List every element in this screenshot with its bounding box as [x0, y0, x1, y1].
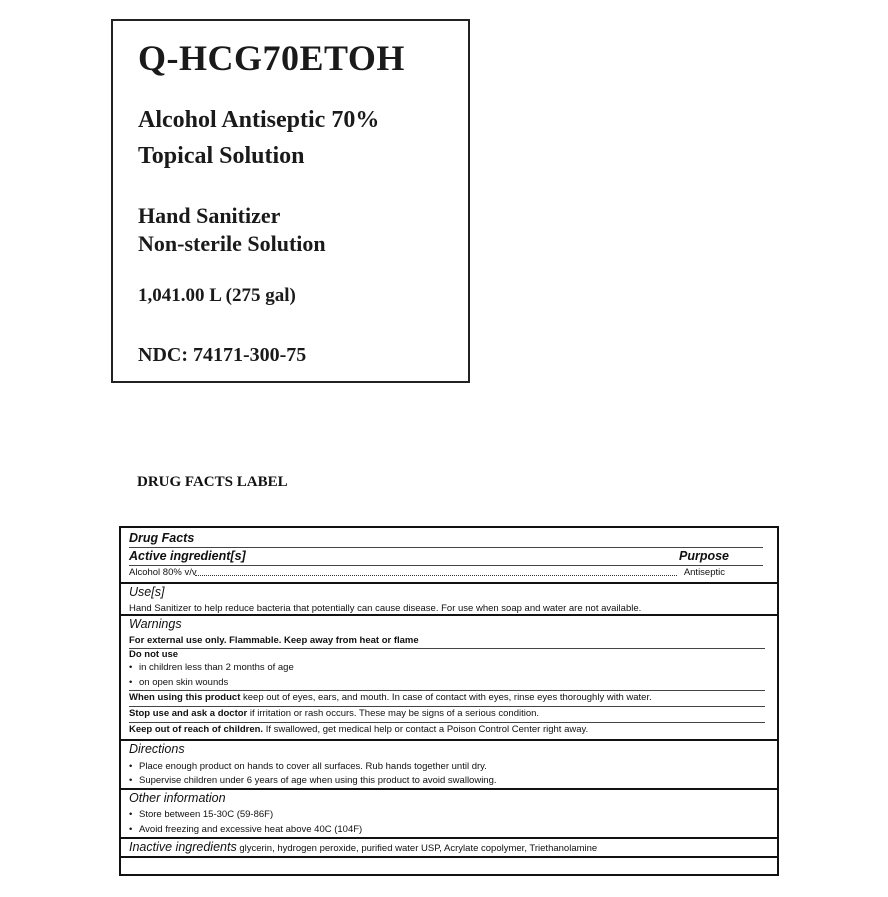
uses-heading: Use[s]: [129, 585, 165, 599]
active-purpose: Antiseptic: [683, 567, 725, 578]
product-name-line2: Topical Solution: [138, 143, 305, 169]
divider: [129, 690, 765, 691]
divider: [129, 706, 765, 707]
divider: [129, 565, 763, 566]
section-rule: [121, 837, 777, 839]
do-not-use: Do not use: [129, 649, 179, 660]
dnu-item: • on open skin wounds: [129, 677, 229, 688]
section-rule: [121, 739, 777, 741]
directions-heading: Directions: [129, 742, 185, 756]
drug-facts-panel: [119, 526, 779, 876]
purpose-heading: Purpose: [678, 549, 729, 563]
divider: [129, 722, 765, 723]
inactive-line: [129, 840, 597, 854]
product-volume: 1,041.00 L (275 gal): [138, 285, 296, 306]
warn-external: For external use only. Flammable. Keep away from heat or flame: [129, 635, 419, 646]
product-name-line1: Alcohol Antiseptic 70%: [138, 107, 380, 133]
active-heading: Active ingredient[s]: [129, 549, 246, 563]
facts-heading: DRUG FACTS LABEL: [137, 474, 288, 490]
leader-dots: [195, 567, 677, 576]
section-rule: [121, 856, 777, 858]
direction-item: • Supervise children under 6 years of age when using this product to avoid swallowing.: [129, 775, 497, 786]
leader-dots-row: [121, 567, 777, 579]
facts-title: Drug Facts: [129, 531, 195, 545]
warnings-heading: Warnings: [129, 617, 182, 631]
other-item: • Store between 15-30C (59-86F): [129, 809, 274, 820]
section-rule: [121, 614, 777, 616]
inactive-heading: Inactive ingredients: [129, 840, 237, 854]
divider: [129, 547, 763, 548]
product-type-line1: Hand Sanitizer: [138, 203, 281, 228]
direction-item: • Place enough product on hands to cover all surfaces. Rub hands together until dry.: [129, 761, 487, 772]
inactive-text: glycerin, hydrogen peroxide, purified water USP, Acrylate copolymer, Triethanolamine: [236, 843, 598, 854]
product-code: Q-HCG70ETOH: [138, 38, 405, 78]
other-heading: Other information: [129, 791, 226, 805]
stop-use: Stop use and ask a doctor if irritation or rash occurs. These may be signs of a serious condition.: [129, 708, 540, 719]
keep-out: Keep out of reach of children. If swallowed, get medical help or contact a Poison Control Center right away.: [129, 724, 589, 735]
section-rule: [121, 788, 777, 790]
divider: [129, 648, 765, 649]
product-ndc: NDC: 74171-300-75: [138, 344, 307, 366]
other-item: • Avoid freezing and excessive heat above 40C (104F): [129, 824, 363, 835]
active-item: Alcohol 80% v/v: [129, 567, 197, 578]
product-type-line2: Non-sterile Solution: [138, 231, 326, 256]
dnu-item: • in children less than 2 months of age: [129, 662, 294, 673]
section-rule: [121, 582, 777, 584]
uses-text: Hand Sanitizer to help reduce bacteria that potentially can cause disease. For use when soap and water are not available.: [129, 603, 642, 614]
product-label: [111, 19, 470, 383]
when-using: When using this product keep out of eyes, ears, and mouth. In case of contact with eyes, rinse eyes thoroughly with water.: [129, 692, 652, 703]
